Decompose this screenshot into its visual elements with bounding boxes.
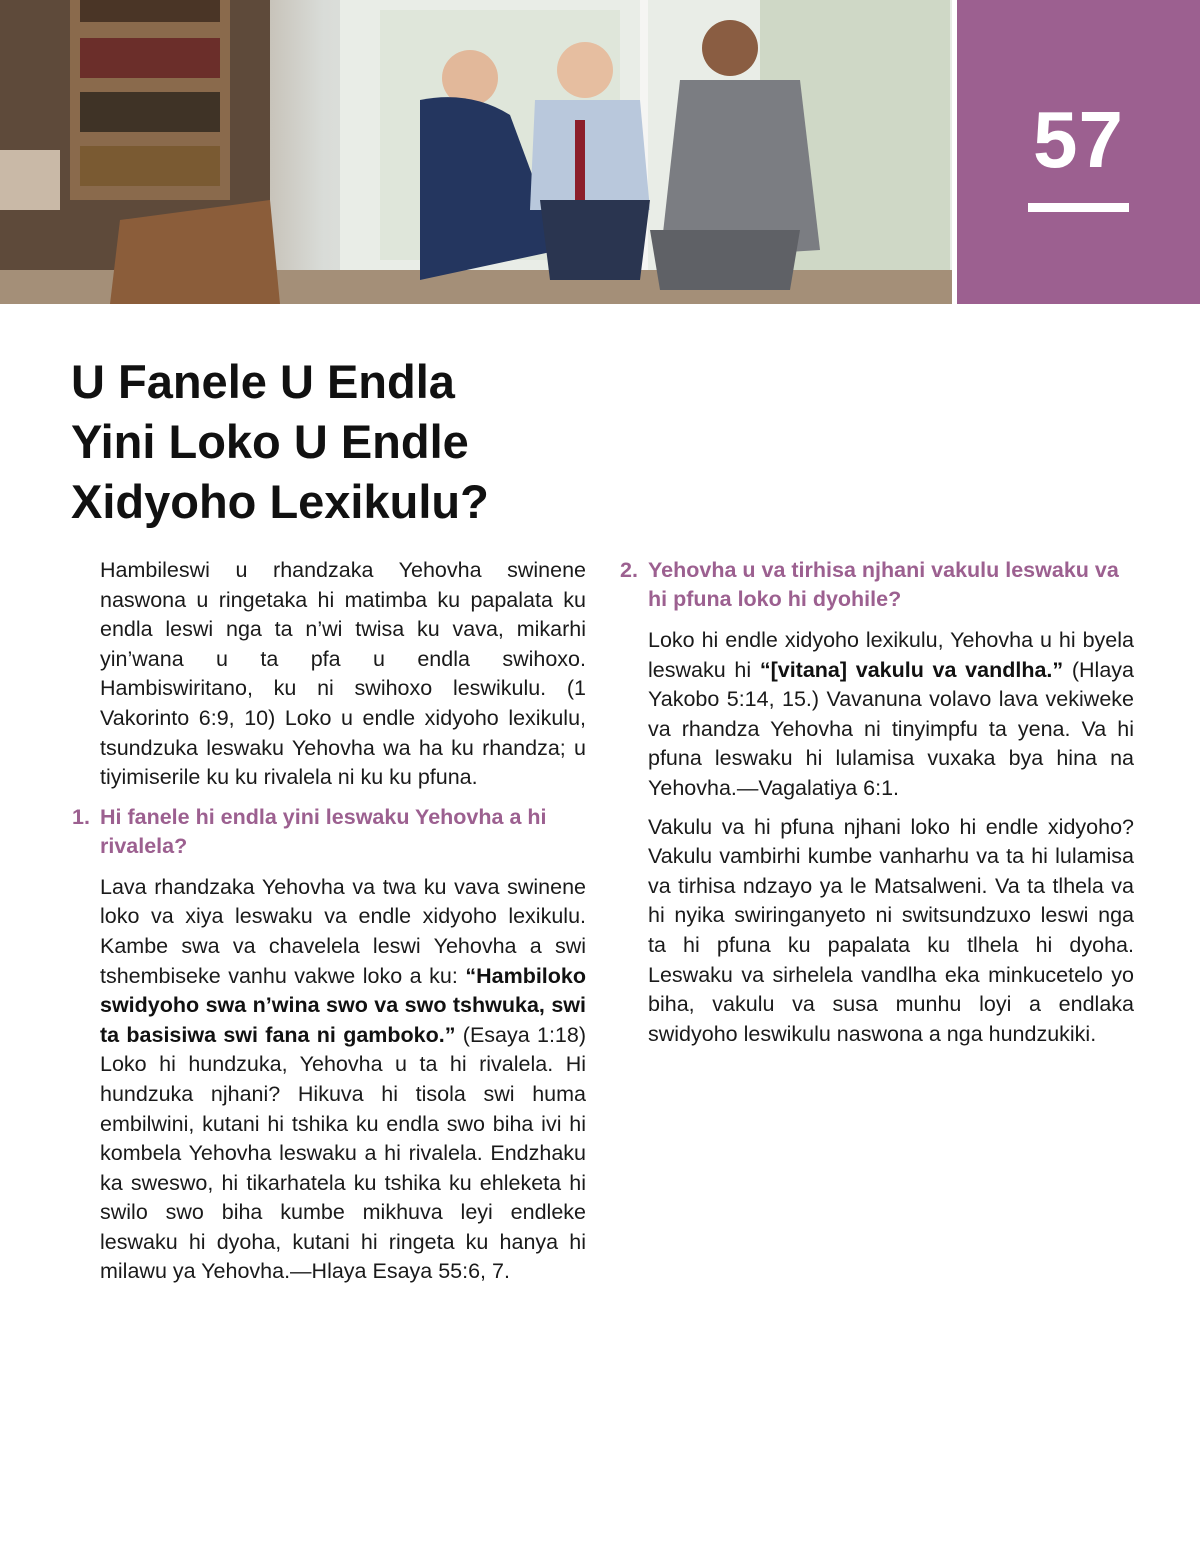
chapter-number-box <box>957 0 1200 304</box>
question-2 <box>620 556 1134 614</box>
section-2-text-b: (Hlaya Yakobo 5:14, 15.) Vavanuna volavo lava vekiweke va rhandza Yehovha ni tinyimpfu ta yena. Va hi pfuna leswaku hi lulamisa vuxaka bya hina na Yehovha.—Vagalatiya 6:1. <box>648 657 1134 800</box>
question-2-text: Yehovha u va tirhisa njhani vakulu leswaku va hi pfuna loko hi dyohile? <box>648 558 1119 611</box>
question-1-text: Hi fanele hi endla yini leswaku Yehovha a hi rivalela? <box>100 804 547 858</box>
question-1-number: 1. <box>72 804 90 829</box>
question-2-number: 2. <box>620 558 638 582</box>
title-line-2: Yini Loko U Endle <box>71 415 469 468</box>
section-2-paragraph-1 <box>648 626 1134 804</box>
section-2-scripture-quote: “[vitana] vakulu va vandlha.” <box>759 657 1064 682</box>
photo-elders-counseling-icon <box>0 0 952 304</box>
section-2-paragraph-2: Vakulu va hi pfuna njhani loko hi endle xidyoho? Vakulu vambirhi kumbe vanharhu va ta hi lulamisa va tirhisa ndzayo ya le Matsalweni. Va ta tlhela va hi nyika swiringanyeto ni switsundzuxo leswi nga ta hi pfuna ku papalata ku tlhela hi dyoha. Leswaku va sirhelela vandlha eka minkucetelo yo biha, vakulu va susa munhu loyi a endlaka swidyoho leswikulu naswona a nga hundzukiki. <box>648 814 1134 1046</box>
header-photo <box>0 0 952 304</box>
section-2-text-a: Loko hi endle xidyoho lexikulu, Yehovha u hi byela leswaku hi <box>648 628 1134 682</box>
chapter-underline <box>1028 203 1129 212</box>
page-title <box>71 352 631 532</box>
title-line-3: Xidyoho Lexikulu? <box>71 475 489 528</box>
chapter-number: 57 <box>1033 95 1124 184</box>
section-1-paragraph <box>100 873 586 1287</box>
right-column <box>620 556 1134 1058</box>
title-line-1: U Fanele U Endla <box>71 355 455 408</box>
intro-paragraph: Hambileswi u rhandzaka Yehovha swinene naswona u ringetaka hi matimba ku papalata ku endla leswi nga ta n’wi twisa ku vava, mikarhi yin’wana u ta pfa u endla swihoxo. Hambiswiritano, ku ni swihoxo leswikulu. (1 Vakorinto 6:9, 10) Loko u endle xidyoho lexikulu, tsundzuka leswaku Yehovha wa ha ku rhandza; u tiyimiserile ku ku rivalela ni ku ku pfuna. <box>100 558 586 790</box>
section-1-text-b: (Esaya 1:18) Loko hi hundzuka, Yehovha u ta hi rivalela. Hi hundzuka njhani? Hikuva hi tisola swi huma embilwini, kutani hi tshika ku endla swo biha ivi hi kombela Yehovha leswaku a hi rivalela. Endzhaku ka sweswo, hi tikarhatela ku tshika ku ehleketa hi swilo swo biha kumbe mikhuva leyi endleke leswaku hi dyoha, kutani hi ringeta ku hanya hi milawu ya Yehovha.—Hlaya Esaya 55:6, 7. <box>100 1022 586 1284</box>
section-1-text-a: Lava rhandzaka Yehovha va twa ku vava swinene loko va xiya leswaku va endle xidyoho lexikulu. Kambe swa va chavelela leswi Yehovha a swi tshembiseke vanhu vakwe loko a ku: <box>100 874 586 988</box>
question-1 <box>72 803 586 861</box>
section-1-scripture-quote: “Hambiloko swidyoho swa n’wina swo va swo tshwuka, swi ta basisiwa swi fana ni gamboko.” <box>100 963 586 1047</box>
left-column <box>72 556 586 1296</box>
